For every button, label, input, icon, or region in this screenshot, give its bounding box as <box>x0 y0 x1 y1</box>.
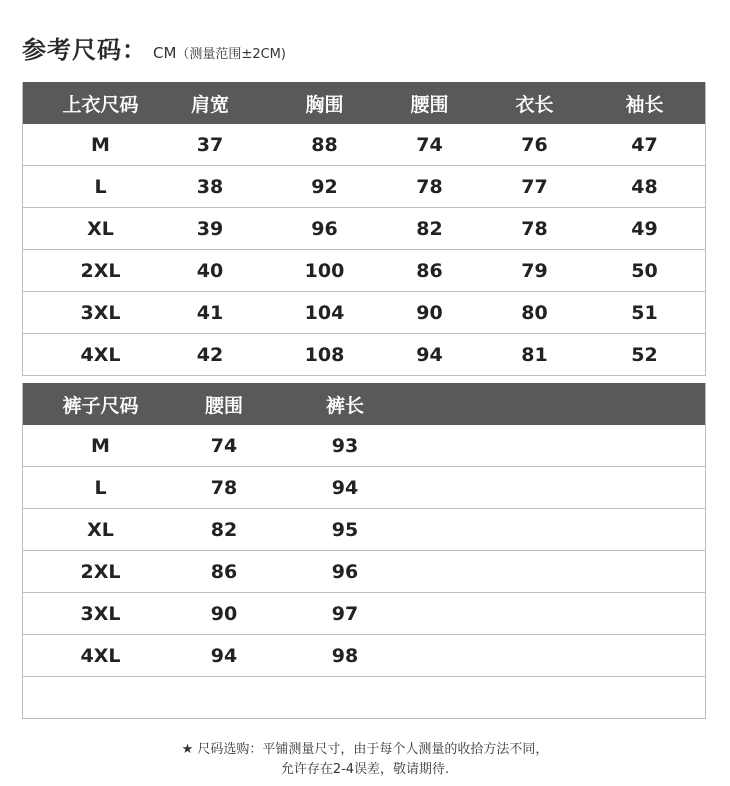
table-header-row <box>23 383 705 425</box>
table-row <box>23 250 705 292</box>
table-cell: 94 <box>331 476 359 499</box>
table-cell: 2XL <box>80 560 121 583</box>
table-cell: 78 <box>210 476 238 499</box>
table-cell: 86 <box>416 259 443 282</box>
footer-line-1: ★ 尺码选购：平铺测量尺寸，由于每个人测量的收拾方法不同， <box>181 742 549 757</box>
table-cell: 3XL <box>80 301 121 324</box>
table-cell: 82 <box>416 217 443 240</box>
table-cell: XL <box>87 518 114 541</box>
table-cell: 97 <box>331 602 359 625</box>
table-cell: 50 <box>631 259 658 282</box>
table-row <box>23 334 705 376</box>
table-row <box>23 292 705 334</box>
table-cell: 95 <box>331 518 359 541</box>
table-row-empty <box>23 677 705 719</box>
table-cell: 88 <box>311 133 338 156</box>
table-cell: 41 <box>196 301 224 324</box>
table-cell: 4XL <box>80 644 121 667</box>
table-cell: 38 <box>196 175 224 198</box>
table-cell: 100 <box>304 259 345 282</box>
header-cell: 袖长 <box>625 93 664 116</box>
table-row <box>23 467 705 509</box>
top-size-table <box>22 82 706 376</box>
table-row <box>23 208 705 250</box>
table-cell: 92 <box>311 175 338 198</box>
table-cell: 81 <box>521 343 548 366</box>
footer-line-2: 允许存在2-4误差，敬请期待. <box>280 762 450 777</box>
table-cell: 94 <box>210 644 238 667</box>
table-cell: 39 <box>196 217 224 240</box>
table-cell: 94 <box>416 343 443 366</box>
table-cell: 37 <box>196 133 224 156</box>
table-cell: 93 <box>331 434 359 457</box>
table-cell: 3XL <box>80 602 121 625</box>
table-cell: 42 <box>196 343 224 366</box>
table-cell: 86 <box>210 560 238 583</box>
title-unit: CM <box>153 44 177 62</box>
table-cell: 76 <box>521 133 548 156</box>
table-cell: 78 <box>416 175 443 198</box>
table-cell: 90 <box>416 301 443 324</box>
table-cell: 2XL <box>80 259 121 282</box>
table-row <box>23 635 705 677</box>
pants-size-table <box>22 383 706 719</box>
table-cell: 51 <box>631 301 658 324</box>
table-row <box>23 509 705 551</box>
title-main: 参考尺码： <box>22 36 147 64</box>
header-cell: 衣长 <box>515 93 554 116</box>
table-cell: 104 <box>304 301 345 324</box>
table-row <box>23 124 705 166</box>
header-cell: 胸围 <box>305 93 344 116</box>
table-cell: 90 <box>210 602 238 625</box>
table-cell: 108 <box>304 343 345 366</box>
table-cell: 77 <box>521 175 548 198</box>
size-title <box>22 30 286 65</box>
table-cell: 49 <box>631 217 658 240</box>
table-cell: M <box>91 434 110 457</box>
header-cell: 裤长 <box>325 394 364 417</box>
table-header-row <box>23 82 705 124</box>
table-cell: 48 <box>631 175 658 198</box>
table-cell: 96 <box>331 560 359 583</box>
header-cell: 上衣尺码 <box>62 93 139 116</box>
table-cell: XL <box>87 217 114 240</box>
table-cell: 80 <box>521 301 548 324</box>
table-cell: 52 <box>631 343 658 366</box>
table-row <box>23 551 705 593</box>
header-cell: 腰围 <box>410 93 449 116</box>
table-cell: 78 <box>521 217 548 240</box>
table-cell: 96 <box>311 217 338 240</box>
footer-note <box>0 740 730 780</box>
table-cell: L <box>94 175 107 198</box>
table-cell: 79 <box>521 259 548 282</box>
header-cell: 肩宽 <box>190 93 229 116</box>
table-row <box>23 166 705 208</box>
table-cell: 82 <box>210 518 238 541</box>
table-cell: 74 <box>416 133 443 156</box>
table-cell: L <box>94 476 107 499</box>
table-cell: 47 <box>631 133 658 156</box>
table-row <box>23 425 705 467</box>
table-cell: 74 <box>210 434 238 457</box>
table-row <box>23 593 705 635</box>
header-cell: 腰围 <box>204 394 243 417</box>
table-cell: 40 <box>196 259 224 282</box>
title-note: （测量范围±2CM) <box>176 47 286 62</box>
table-cell: 4XL <box>80 343 121 366</box>
table-cell: M <box>91 133 110 156</box>
table-cell: 98 <box>331 644 359 667</box>
header-cell: 裤子尺码 <box>62 394 139 417</box>
